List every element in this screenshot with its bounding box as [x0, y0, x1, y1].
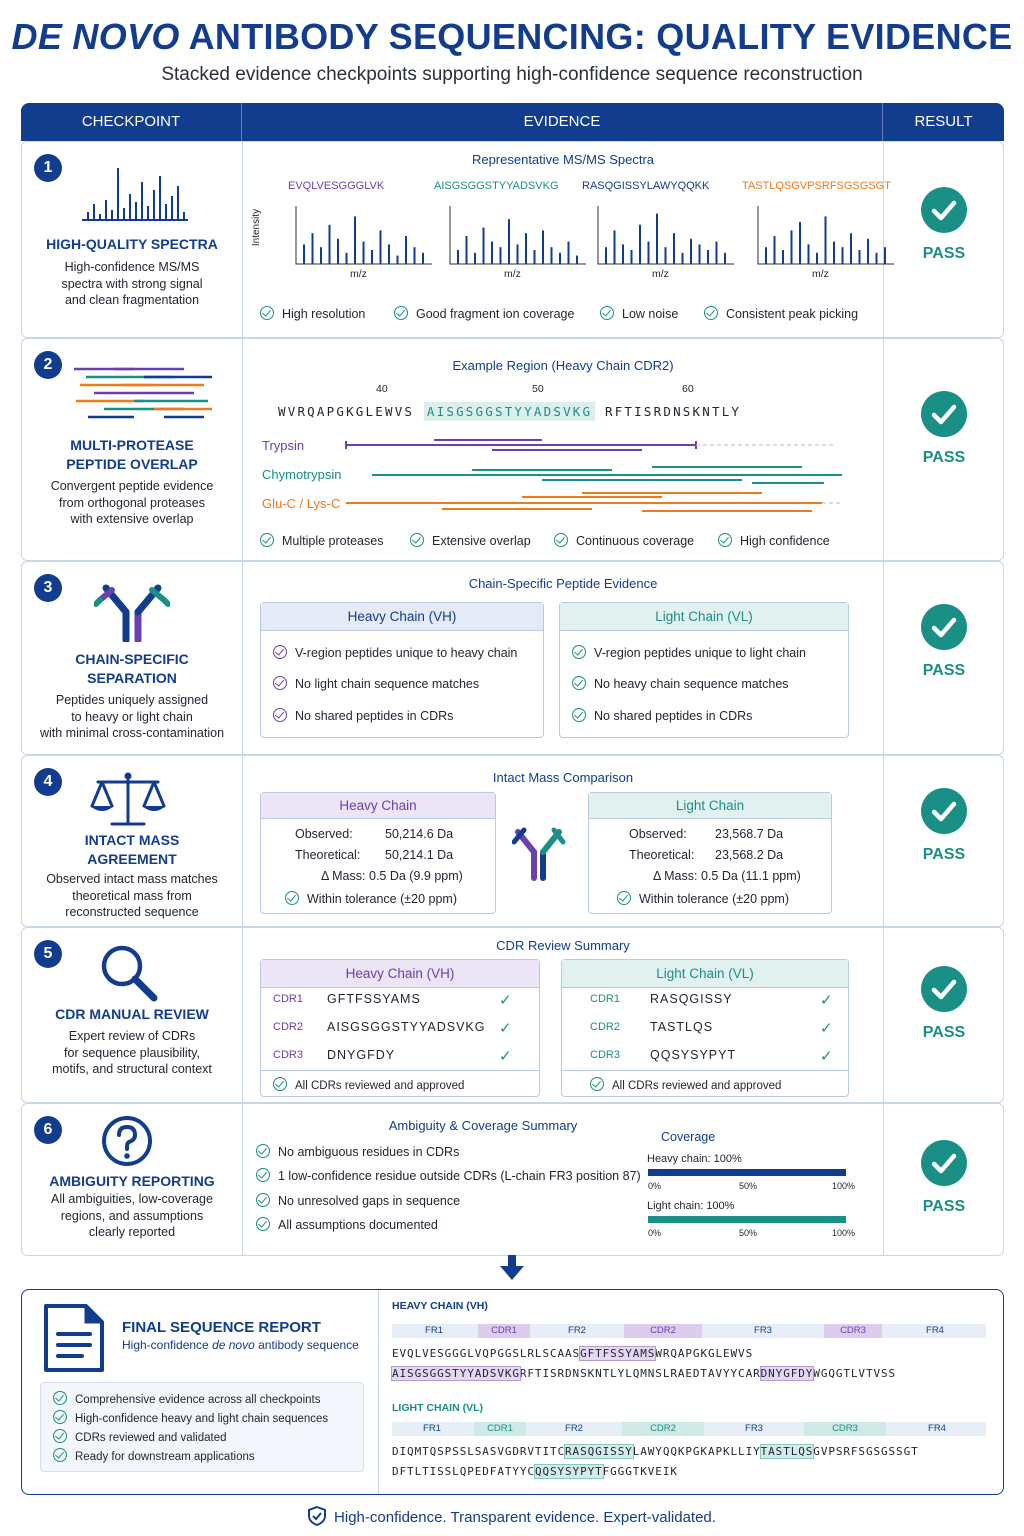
cdr-check-icon: ✓ [820, 1020, 833, 1037]
cdr-approved: All CDRs reviewed and approved [273, 1077, 464, 1092]
protease-label: Chymotrypsin [262, 467, 342, 482]
spectrum-plot [756, 204, 896, 266]
cdr-key: CDR2 [273, 1021, 303, 1033]
heavy-coverage-label: Heavy chain: 100% [647, 1153, 742, 1165]
spectrum-icon [80, 164, 190, 224]
light-chain-heading: LIGHT CHAIN (VL) [392, 1402, 483, 1414]
region-cdr2: CDR2 [622, 1422, 704, 1436]
checkpoint-desc: High-confidence MS/MS spectra with strong signal and clean fragmentation [61, 260, 203, 307]
overlap-title: Example Region (Heavy Chain CDR2) [452, 358, 674, 373]
spectrum-peptide-label: EVQLVESGGGLVK [288, 180, 385, 192]
region-fr2: FR2 [568, 1325, 586, 1336]
spectrum-xlabel: m/z [350, 268, 367, 280]
spectrum-plot [596, 204, 736, 266]
cdr-key: CDR1 [590, 993, 620, 1005]
heavy-chain-label: Heavy Chain (VH) [261, 603, 543, 631]
final-check-item: Ready for downstream applications [53, 1448, 255, 1463]
checkpoint-number: 5 [34, 940, 62, 968]
light-mass-label: Light Chain [589, 793, 831, 819]
light-chain-box [559, 602, 849, 738]
region-fr3: FR3 [754, 1325, 772, 1336]
pass-check-icon [921, 187, 967, 233]
result-label: PASS [922, 245, 966, 262]
result-label: PASS [922, 662, 966, 679]
evidence-check-item: Low noise [600, 306, 678, 321]
region-fr1: FR1 [425, 1325, 443, 1336]
checkpoint-number: 2 [34, 351, 62, 379]
heavy-chain-item: No light chain sequence matches [273, 676, 479, 691]
chain-sep-title: Chain-Specific Peptide Evidence [468, 576, 658, 591]
observed-value: 50,214.6 Da [385, 827, 454, 841]
pass-check-icon [921, 391, 967, 437]
heavy-seq-line-2: AISGSGGSTYYADSVKGRFTISRDNSKNTLYLQMNSLRAEDTAVYYCARDNYGFDYWGQGTLVTVSS [392, 1367, 897, 1380]
coverage-title: Coverage [661, 1130, 716, 1144]
peptide-overlap-icon [74, 365, 214, 423]
balance-scale-icon [88, 770, 168, 830]
cdr-key: CDR3 [273, 1049, 303, 1061]
checkpoint-row-6 [21, 1103, 1004, 1256]
header-checkpoint: CHECKPOINT [81, 113, 181, 130]
region-fr3: FR3 [745, 1423, 763, 1434]
cdr-check-icon: ✓ [820, 1048, 833, 1065]
coverage-axis-label: 100% [832, 1228, 856, 1238]
theoretical-key: Theoretical: [295, 848, 361, 862]
ambiguity-item: All assumptions documented [256, 1217, 438, 1232]
result-label: PASS [922, 1024, 966, 1041]
region-cdr3: CDR3 [824, 1324, 882, 1338]
delta-key: Δ Mass: [321, 869, 366, 883]
page-title: DE NOVO ANTIBODY SEQUENCING: QUALITY EVIDENCE [11, 16, 1013, 57]
region-cdr1: CDR1 [478, 1324, 530, 1338]
cdr-value: DNYGFDY [327, 1048, 396, 1062]
antibody-icon [94, 578, 170, 642]
cdr-key: CDR3 [590, 1049, 620, 1061]
cdr2-highlight: AISGSGGSTYYADSVKG [424, 402, 595, 421]
checkpoint-title: MULTI-PROTEASE PEPTIDE OVERLAP [66, 437, 198, 472]
evidence-check-item: Good fragment ion coverage [394, 306, 574, 321]
heavy-chain-item: No shared peptides in CDRs [273, 708, 453, 723]
light-mass-box [588, 792, 832, 914]
header-result: RESULT [914, 113, 973, 130]
result-label: PASS [922, 1198, 966, 1215]
cdr-approved: All CDRs reviewed and approved [590, 1077, 781, 1092]
checkpoint-desc: Observed intact mass matches theoretical mass from reconstructed sequence [46, 872, 218, 919]
result-label: PASS [922, 449, 966, 466]
ambiguity-item: No ambiguous residues in CDRs [256, 1144, 459, 1159]
light-chain-label: Light Chain (VL) [560, 603, 848, 631]
region-cdr3: CDR3 [804, 1422, 886, 1436]
evidence-check-item: Extensive overlap [410, 533, 531, 548]
cdr-value: TASTLQS [650, 1020, 714, 1034]
spectrum-peptide-label: AISGSGGSTYYADSVKG [434, 180, 559, 192]
heavy-coverage-bar [648, 1169, 846, 1176]
antibody-icon [512, 822, 566, 882]
observed-value: 23,568.7 Da [715, 827, 784, 841]
evidence-check-item: Continuous coverage [554, 533, 694, 548]
delta-value: 0.5 Da (9.9 ppm) [369, 869, 463, 883]
result-pass [884, 391, 1004, 467]
coverage-axis-label: 100% [832, 1181, 856, 1191]
document-icon [42, 1304, 106, 1374]
checkpoint-number: 4 [34, 768, 62, 796]
cdr-check-icon: ✓ [499, 1048, 512, 1065]
peptide-tracks [342, 431, 842, 515]
delta-key: Δ Mass: [653, 869, 698, 883]
region-cdr2: CDR2 [624, 1324, 702, 1338]
spectrum-plot [294, 204, 434, 266]
theoretical-value: 23,568.2 Da [715, 848, 784, 862]
region-fr4: FR4 [928, 1423, 946, 1434]
cdr-value: RASQGISSY [650, 992, 733, 1006]
heavy-region-track [392, 1324, 986, 1338]
spectrum-xlabel: m/z [812, 268, 829, 280]
checkpoint-title: CHAIN-SPECIFIC SEPARATION [75, 651, 189, 686]
checkpoint-title: INTACT MASS AGREEMENT [84, 832, 180, 867]
result-pass [884, 788, 1004, 864]
evidence-check-item: High resolution [260, 306, 365, 321]
cdr-value: GFTFSSYAMS [327, 992, 421, 1006]
ambiguity-item: 1 low-confidence residue outside CDRs (L-chain FR3 position 87) [256, 1168, 641, 1183]
light-chain-item: No heavy chain sequence matches [572, 676, 789, 691]
light-chain-item: No shared peptides in CDRs [572, 708, 752, 723]
observed-key: Observed: [295, 827, 353, 841]
theoretical-key: Theoretical: [629, 848, 695, 862]
final-check-item: High-confidence heavy and light chain sequences [53, 1410, 328, 1425]
spectrum-peptide-label: TASTLQSGVPSRFSGSGSGT [742, 180, 891, 192]
pass-check-icon [921, 788, 967, 834]
down-arrow-icon [500, 1255, 524, 1281]
checkpoint-desc: Expert review of CDRs for sequence plausibility, motifs, and structural context [52, 1029, 212, 1076]
checkpoint-row-1 [21, 141, 1004, 338]
heavy-cdr-label: Heavy Chain (VH) [261, 960, 539, 988]
cdr-check-icon: ✓ [499, 1020, 512, 1037]
light-coverage-label: Light chain: 100% [647, 1200, 735, 1212]
position-tick: 50 [532, 383, 544, 395]
ambiguity-title: Ambiguity & Coverage Summary [388, 1118, 578, 1133]
heavy-chain-heading: HEAVY CHAIN (VH) [392, 1300, 488, 1312]
evidence-check-item: Consistent peak picking [704, 306, 858, 321]
evidence-check-item: High confidence [718, 533, 830, 548]
checkpoint-number: 3 [34, 574, 62, 602]
footer-tagline: High-confidence. Transparent evidence. Expert-validated. [0, 1506, 1024, 1526]
heavy-cdr-box [260, 959, 540, 1097]
tolerance-status: Within tolerance (±20 ppm) [617, 891, 789, 906]
position-tick: 40 [376, 383, 388, 395]
heavy-mass-box [260, 792, 496, 914]
light-region-track [392, 1422, 986, 1436]
coverage-axis-label: 0% [648, 1181, 662, 1191]
cdr-key: CDR2 [590, 1021, 620, 1033]
final-check-item: CDRs reviewed and validated [53, 1429, 227, 1444]
spectra-title: Representative MS/MS Spectra [471, 152, 655, 167]
pass-check-icon [921, 1140, 967, 1186]
header-evidence: EVIDENCE [523, 113, 601, 130]
spectrum-ylabel: Intensity [251, 208, 263, 247]
final-subtitle: High-confidence de novo antibody sequence [122, 1338, 359, 1352]
heavy-chain-item: V-region peptides unique to heavy chain [273, 645, 517, 660]
checkpoint-desc: Convergent peptide evidence from orthogonal proteases with extensive overlap [50, 479, 214, 526]
light-coverage-bar [648, 1216, 846, 1223]
light-cdr-box [561, 959, 849, 1097]
overlap-sequence: WVRQAPGKGLEWVS AISGSGGSTYYADSVKG RFTISRDNSKNTLY [278, 404, 742, 419]
page-subtitle: Stacked evidence checkpoints supporting high-confidence sequence reconstruction [161, 64, 863, 85]
heavy-mass-label: Heavy Chain [261, 793, 495, 819]
checkpoint-title: CDR MANUAL REVIEW [55, 1006, 209, 1022]
checkpoint-number: 6 [34, 1116, 62, 1144]
cdr-title: CDR Review Summary [496, 938, 630, 953]
checkpoint-row-3 [21, 561, 1004, 755]
shield-icon [308, 1506, 326, 1526]
result-label: PASS [922, 846, 966, 863]
cdr-value: QQSYSYPYT [650, 1048, 737, 1062]
final-check-item: Comprehensive evidence across all checkpoints [53, 1391, 320, 1406]
region-fr1: FR1 [423, 1423, 441, 1434]
result-pass [884, 604, 1004, 680]
light-cdr-label: Light Chain (VL) [562, 960, 848, 988]
delta-value: 0.5 Da (11.1 ppm) [701, 869, 801, 883]
result-pass [884, 1140, 1004, 1216]
protease-label: Trypsin [262, 438, 305, 453]
spectrum-peptide-label: RASQGISSYLAWYQQKK [582, 180, 710, 192]
checkpoint-row-2 [21, 338, 1004, 561]
pass-check-icon [921, 604, 967, 650]
checkpoint-number: 1 [34, 154, 62, 182]
observed-key: Observed: [629, 827, 687, 841]
checkpoint-title: HIGH-QUALITY SPECTRA [46, 236, 218, 252]
coverage-axis-label: 50% [739, 1181, 758, 1191]
position-tick: 60 [682, 383, 694, 395]
spectrum-xlabel: m/z [504, 268, 521, 280]
checkpoint-row-5 [21, 927, 1004, 1103]
ambiguity-item: No unresolved gaps in sequence [256, 1193, 460, 1208]
heavy-seq-line-1: EVQLVESGGGLVQPGGSLRLSCAASGFTFSSYAMSWRQAPGKGLEWVS [392, 1347, 754, 1360]
table-header [21, 103, 1004, 141]
checkpoint-title: AMBIGUITY REPORTING [49, 1173, 215, 1189]
checkpoint-desc: Peptides uniquely assigned to heavy or light chain with minimal cross-contamination [39, 693, 225, 740]
final-title: FINAL SEQUENCE REPORT [122, 1319, 321, 1336]
result-pass [884, 187, 1004, 263]
cdr-check-icon: ✓ [820, 992, 833, 1009]
final-report-panel [21, 1289, 1004, 1495]
cdr-key: CDR1 [273, 993, 303, 1005]
light-chain-item: V-region peptides unique to light chain [572, 645, 806, 660]
light-seq-line-1: DIQMTQSPSSLSASVGDRVTITCRASQGISSYLAWYQQKPGKAPKLLIYTASTLQSGVPSRFSGSGSSGT [392, 1445, 919, 1458]
coverage-axis-label: 0% [648, 1228, 662, 1238]
mass-title: Intact Mass Comparison [492, 770, 634, 785]
result-pass [884, 966, 1004, 1042]
cdr-value: AISGSGGSTYYADSVKG [327, 1020, 486, 1034]
checkpoint-desc: All ambiguities, low-coverage regions, and assumptions clearly reported [51, 1192, 213, 1239]
evidence-check-item: Multiple proteases [260, 533, 383, 548]
heavy-chain-box [260, 602, 544, 738]
light-seq-line-2: DFTLTISSLQPEDFATYYCQQSYSYPYTFGGGTKVEIK [392, 1465, 678, 1478]
tolerance-status: Within tolerance (±20 ppm) [285, 891, 457, 906]
coverage-axis-label: 50% [739, 1228, 758, 1238]
final-checks-box [40, 1382, 364, 1472]
cdr-check-icon: ✓ [499, 992, 512, 1009]
spectrum-plot [448, 204, 588, 266]
protease-label: Glu-C / Lys-C [262, 496, 341, 511]
question-icon [100, 1114, 154, 1168]
checkpoint-row-4 [21, 755, 1004, 927]
spectrum-xlabel: m/z [652, 268, 669, 280]
pass-check-icon [921, 966, 967, 1012]
region-cdr1: CDR1 [474, 1422, 526, 1436]
region-fr4: FR4 [926, 1325, 944, 1336]
region-fr2: FR2 [565, 1423, 583, 1434]
theoretical-value: 50,214.1 Da [385, 848, 454, 862]
magnifier-icon [98, 942, 162, 1002]
